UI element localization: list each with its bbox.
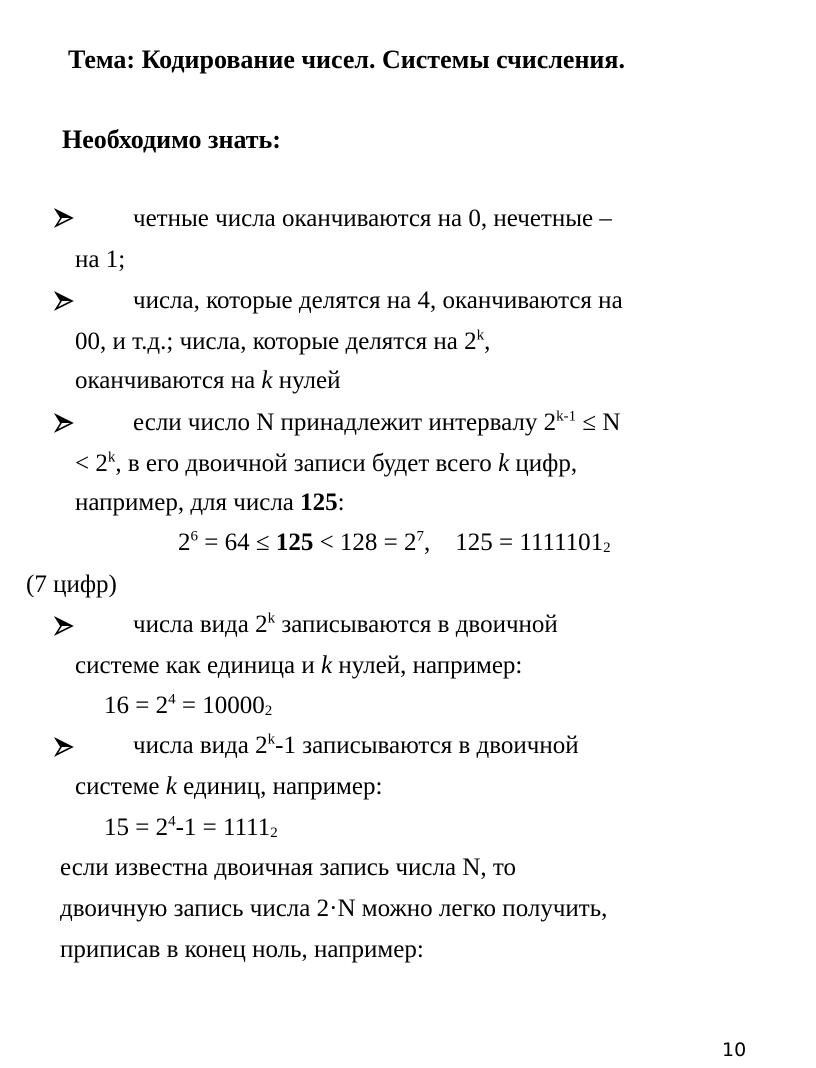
paragraph-line-3: приписав в конец ноль, например: (60, 936, 424, 963)
page-title: Тема: Кодирование чисел. Системы счисления. (68, 45, 625, 74)
subscript: 2 (603, 540, 611, 557)
bullet-arrow-icon (54, 413, 74, 433)
bullet-2-line-1: числа, которые делятся на 4, оканчиваются на (133, 287, 623, 314)
example-line (104, 693, 272, 718)
text: оканчиваются на (75, 367, 262, 394)
bullet-1-line-2: на 1; (75, 246, 126, 273)
superscript: 7 (416, 528, 425, 545)
superscript: 4 (168, 691, 176, 708)
bullet-arrow-icon (54, 291, 74, 311)
text: ≤ N (576, 409, 621, 436)
superscript: k (267, 731, 276, 748)
formula-note: (7 цифр) (26, 571, 117, 598)
text: 2 (178, 529, 191, 556)
text: числа вида 2 (133, 732, 268, 759)
bullet-3-line-2 (75, 451, 577, 476)
superscript: k-1 (556, 408, 577, 425)
bullet-1-line-1: четные числа оканчиваются на 0, нечетные – (133, 205, 612, 232)
bullet-5-line-1 (133, 733, 579, 758)
text: , 125 = 1111101 (424, 529, 604, 556)
text: системе (75, 773, 166, 800)
variable: k (498, 450, 510, 477)
text: = 64 ≤ (198, 529, 276, 556)
paragraph-line-1: если известна двоичная запись числа N, то (60, 854, 516, 881)
text: например, для числа (75, 489, 301, 516)
variable: k (261, 367, 273, 394)
variable: k (165, 773, 177, 800)
bullet-5-line-2 (75, 774, 382, 799)
text: системе как единица и (75, 652, 321, 679)
bullet-arrow-icon (54, 208, 74, 228)
superscript: k (476, 327, 485, 344)
text: < 2 (75, 450, 108, 477)
superscript: k (267, 610, 276, 627)
text: , (484, 328, 491, 355)
paragraph-line-2: двоичную запись числа 2·N можно легко получить, (60, 895, 608, 922)
example-line (104, 815, 278, 840)
subscript: 2 (270, 825, 278, 842)
text: нулей, например: (332, 652, 523, 679)
bullet-3-line-3 (75, 490, 345, 515)
superscript: k (107, 449, 116, 466)
section-heading: Необходимо знать: (62, 125, 281, 154)
text: если число N принадлежит интервалу 2 (133, 409, 557, 436)
text: числа вида 2 (133, 611, 268, 638)
bold-number: 125 (300, 489, 338, 516)
bullet-3-line-1 (133, 410, 620, 435)
text: 16 = 2 (104, 692, 169, 719)
text: нулей (272, 367, 341, 394)
bullet-2-line-2 (75, 329, 490, 354)
page-number: 10 (722, 1039, 747, 1061)
formula-line (178, 530, 611, 555)
text: единиц, например: (176, 773, 383, 800)
subscript: 2 (264, 703, 273, 720)
bullet-arrow-icon (54, 616, 74, 636)
text: = 10000 (175, 692, 265, 719)
text: , в его двоичной записи будет всего (115, 450, 499, 477)
bullet-4-line-1 (133, 612, 558, 637)
superscript: 4 (168, 813, 176, 830)
text: -1 записываются в двоичной (275, 732, 579, 759)
bullet-4-line-2 (75, 653, 522, 678)
bold-number: 125 (275, 529, 314, 556)
variable: k (321, 652, 333, 679)
text: записываются в двоичной (275, 611, 558, 638)
bullet-arrow-icon (54, 737, 74, 757)
text: 00, и т.д.; числа, которые делятся на 2 (75, 328, 477, 355)
text: -1 = 1111 (175, 814, 271, 841)
text: < 128 = 2 (313, 529, 417, 556)
text: : (337, 489, 345, 516)
text: 15 = 2 (104, 814, 169, 841)
text: цифр, (509, 450, 578, 477)
bullet-2-line-3 (75, 368, 341, 393)
superscript: 6 (190, 528, 198, 545)
